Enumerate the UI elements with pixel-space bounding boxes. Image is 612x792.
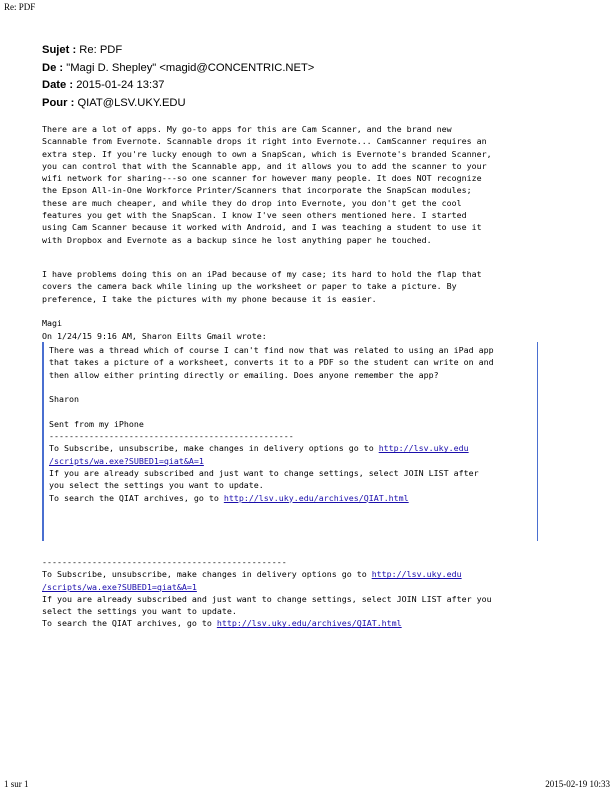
- signature: Magi: [42, 318, 62, 328]
- page-counter: 1 sur 1: [4, 779, 29, 789]
- footer-search-text: To search the QIAT archives, go to: [42, 618, 217, 629]
- body-paragraph-2: I have problems doing this on an iPad because of my case; its hard to hold the flap that covers the camera back while lining up the worksheet or paper to take a picture. By preference, I take the pictures with my phone because it is easier.: [42, 269, 482, 304]
- subject-value: Re: PDF: [79, 44, 123, 56]
- footer-subscribe-link-cont[interactable]: /scripts/wa.exe?SUBED1=qiat&A=1: [42, 581, 197, 592]
- subject-row: [42, 42, 314, 60]
- to-row: [42, 95, 314, 113]
- quoted-subscribe-line: [49, 442, 537, 454]
- email-headers: [42, 42, 314, 112]
- date-label: Date :: [42, 79, 74, 91]
- footer-subscribe-line: [42, 568, 602, 580]
- quoted-separator: -------------------------------------------------: [49, 431, 294, 442]
- quoted-search-line: [49, 492, 537, 504]
- footer-already-text: If you are already subscribed and just want to change settings, select JOIN LIST after you select the settings you want to update.: [42, 593, 492, 617]
- from-label: De :: [42, 61, 64, 74]
- from-value: "Magi D. Shepley" <magid@CONCENTRIC.NET>: [66, 61, 315, 74]
- quoted-message: [42, 342, 538, 541]
- to-value: QIAT@LSV.UKY.EDU: [77, 96, 186, 109]
- quote-attribution: On 1/24/15 9:16 AM, Sharon Eilts Gmail wrote:: [42, 331, 267, 341]
- body-paragraph-1: There are a lot of apps. My go-to apps for this are Cam Scanner, and the brand new Scannable from Evernote. Scannable drops it right into Evernote... CamScanner requires an extra step. If you're lucky enough to own a SnapScan, which is Evernote's branded Scanner, you can control that with the Scannable app, and it allows you to add the scanner to your wifi network for sharing---so one scanner for however many people. It does NOT recognize the Epson All-in-One Workforce Printer/Scanners that incorporate the SnapScan modules; these are much cheaper, and while they do drop into Evernote, you don't get the cool features you get with the SnapScan. I know I've seen others mentioned here. I started using Cam Scanner because it worked with Android, and I was teaching a student to use it with Dropbox and Evernote as a backup since he lost anything paper he touched.: [42, 124, 492, 245]
- print-timestamp: 2015-02-19 10:33: [545, 779, 610, 789]
- quoted-subscribe-text: To Subscribe, unsubscribe, make changes in delivery options go to: [49, 443, 379, 454]
- footer-search-link[interactable]: http://lsv.uky.edu/archives/QIAT.html: [216, 618, 402, 629]
- quoted-subscribe-link-cont[interactable]: /scripts/wa.exe?SUBED1=qiat&A=1: [49, 455, 204, 466]
- date-row: [42, 77, 314, 95]
- quoted-search-link[interactable]: http://lsv.uky.edu/archives/QIAT.html: [223, 492, 409, 503]
- from-row: [42, 60, 314, 78]
- footer-search-line: [42, 617, 602, 629]
- print-header-title: Re: PDF: [4, 2, 36, 12]
- list-footer: [42, 556, 602, 630]
- quoted-subscribe-link[interactable]: http://lsv.uky.edu: [378, 443, 469, 454]
- to-label: Pour :: [42, 96, 75, 109]
- quoted-already-text: If you are already subscribed and just want to change settings, select JOIN LIST after you select the settings you want to update.: [49, 467, 479, 491]
- quoted-subscribe-line-2: [49, 455, 537, 467]
- subject-label: Sujet :: [42, 44, 77, 56]
- quoted-name: Sharon: [49, 394, 79, 405]
- footer-separator: -------------------------------------------------: [42, 557, 287, 567]
- footer-subscribe-link[interactable]: http://lsv.uky.edu: [371, 569, 462, 580]
- footer-subscribe-line-2: [42, 581, 602, 593]
- date-value: 2015-01-24 13:37: [76, 79, 165, 91]
- quoted-search-text: To search the QIAT archives, go to: [49, 492, 224, 503]
- quoted-text: There was a thread which of course I can't find now that was related to using an iPad app that takes a picture of a worksheet, converts it to a PDF so the student can write on and then allow either printing directly or emailing. Does anyone remember the app?: [49, 345, 494, 380]
- quoted-sent-line: Sent from my iPhone: [49, 418, 144, 429]
- footer-subscribe-text: To Subscribe, unsubscribe, make changes in delivery options go to: [42, 569, 372, 580]
